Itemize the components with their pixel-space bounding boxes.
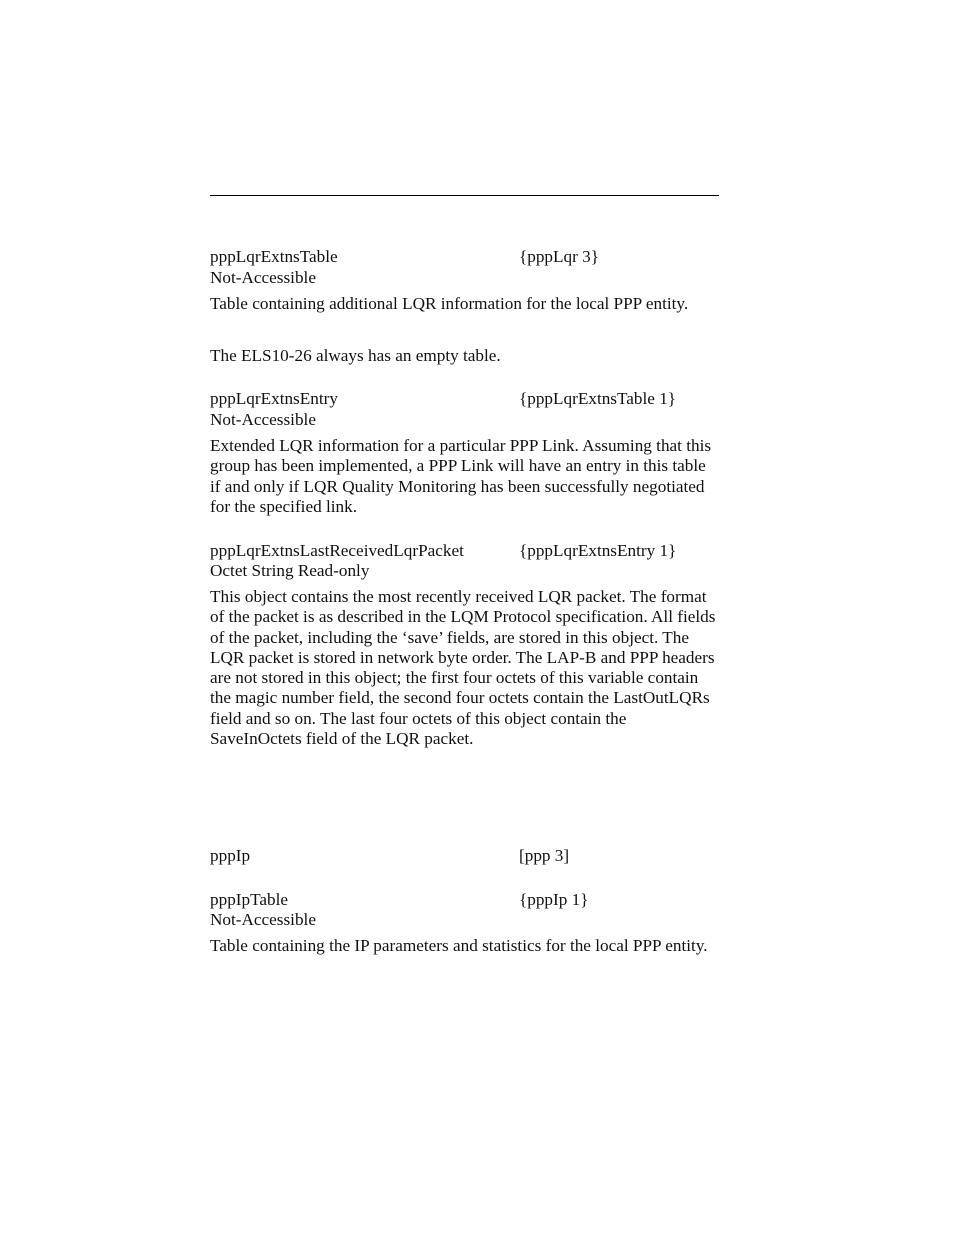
entry-oid: {pppLqrExtnsTable 1}: [519, 389, 677, 408]
entry-oid: {pppLqr 3}: [519, 247, 599, 266]
entry-type: Octet String Read-only: [210, 561, 370, 580]
entry-type: Not-Accessible: [210, 268, 316, 287]
entry-name: pppLqrExtnsLastReceivedLqrPacket: [210, 541, 464, 560]
entry-name: pppIpTable: [210, 890, 289, 909]
entry-name: pppIp: [210, 846, 251, 865]
entry-note: The ELS10-26 always has an empty table.: [210, 346, 501, 365]
entry-description: This object contains the most recently received LQR packet. The format of the packet is as described in the LQM Protocol specification. All fields of the packet, including the ‘save’ fields, are stored in this object. The LQR packet is stored in network byte order. The LAP-B and PPP headers are not stored in this object; the first four octets of this variable contain the magic number field, the second four octets contain the LastOutLQRs field and so on. The last four octets of this object contain the SaveInOctets field of the LQR packet.: [210, 587, 716, 749]
entry-oid: [ppp 3]: [519, 846, 570, 865]
entry-name: pppLqrExtnsTable: [210, 247, 338, 266]
entry-type: Not-Accessible: [210, 410, 316, 429]
entry-type: Not-Accessible: [210, 910, 316, 929]
header-rule: [210, 195, 719, 196]
entry-description: Extended LQR information for a particular PPP Link. Assuming that this group has been implemented, a PPP Link will have an entry in this table if and only if LQR Quality Monitoring has been successfully negotiated for the specified link.: [210, 436, 712, 516]
entry-oid: {pppIp 1}: [519, 890, 589, 909]
entry-description: Table containing the IP parameters and statistics for the local PPP entity.: [210, 936, 708, 955]
entry-name: pppLqrExtnsEntry: [210, 389, 338, 408]
entry-description: Table containing additional LQR information for the local PPP entity.: [210, 294, 689, 313]
entry-oid: {pppLqrExtnsEntry 1}: [519, 541, 677, 560]
